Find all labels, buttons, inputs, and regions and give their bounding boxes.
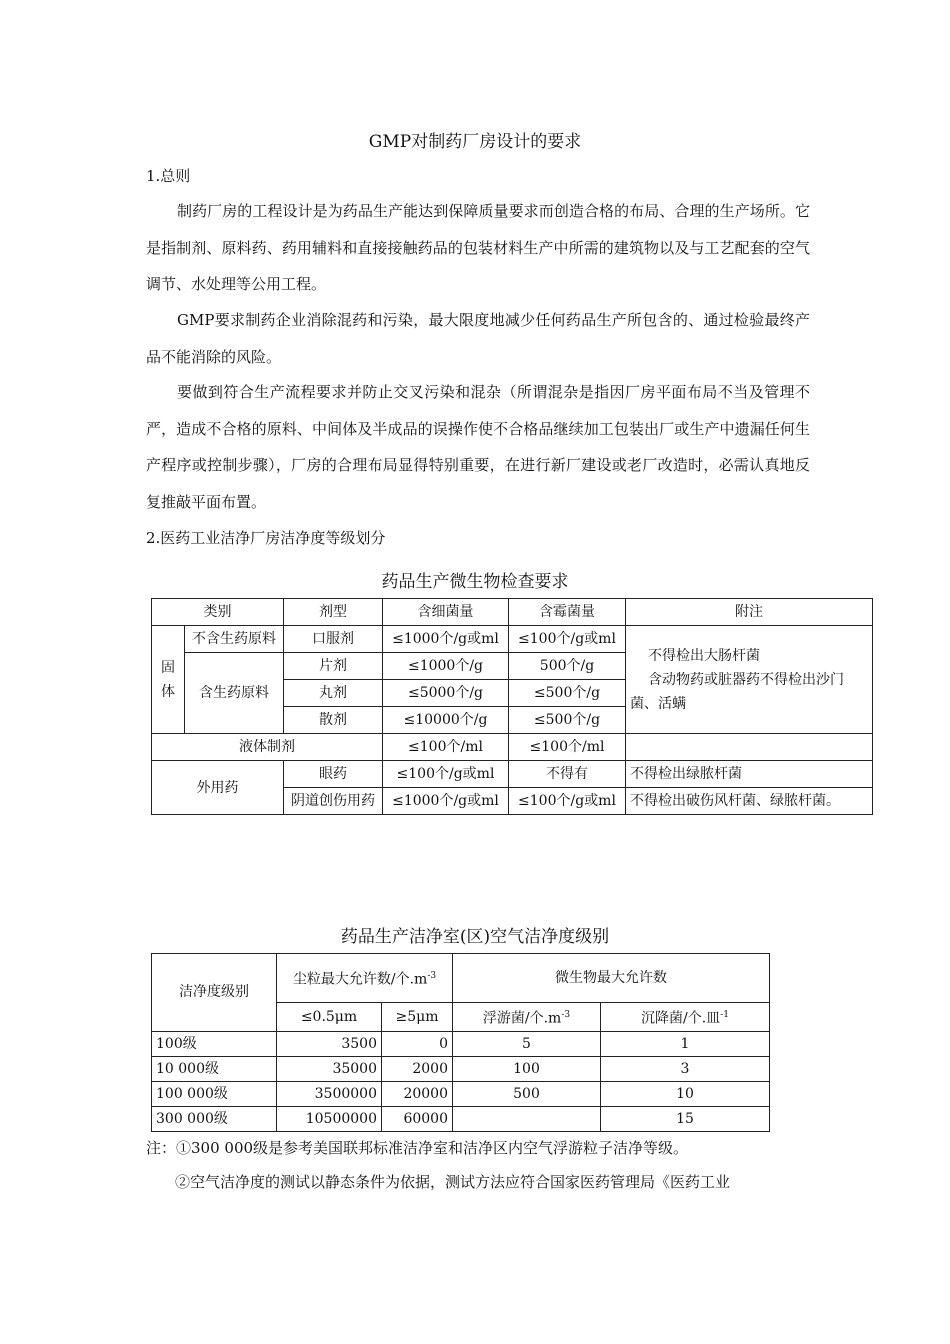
- header-superscript: -1: [720, 1010, 729, 1020]
- table-cell: ≤100个/ml: [509, 734, 626, 761]
- table-cell: 35000: [277, 1056, 382, 1081]
- table-cell: 10: [601, 1081, 770, 1106]
- section-heading-cleanliness: 2.医药工业洁净厂房洁净度等级划分: [146, 529, 386, 547]
- table-row: [152, 1081, 770, 1106]
- header-text: 尘粒最大允许数/个.m: [292, 971, 428, 988]
- table-cell: 20000: [382, 1081, 453, 1106]
- microbial-requirements-table: [151, 598, 873, 815]
- table-cell: 不得有: [509, 761, 626, 788]
- table-cell: ≤100个/g或ml: [509, 626, 626, 653]
- table-cell: [626, 734, 873, 761]
- table-header: 附注: [626, 599, 873, 626]
- table-header: [601, 1003, 770, 1032]
- note-line: 含动物药或脏器药不得检出沙门菌、活螨: [630, 671, 844, 712]
- table-cell: 3500: [277, 1031, 382, 1056]
- table-header: [453, 1003, 601, 1032]
- table-cell: 散剂: [284, 707, 383, 734]
- table-cell: 10 000级: [152, 1056, 277, 1081]
- table-cell: 固体: [152, 626, 185, 734]
- header-superscript: -3: [427, 971, 437, 982]
- table-cell: ≤1000个/g或ml: [383, 788, 509, 815]
- note-line: 不得检出大肠杆菌: [648, 647, 760, 664]
- table-cell: ≤500个/g: [509, 680, 626, 707]
- table-header: 类别: [152, 599, 284, 626]
- table-row: [152, 626, 873, 653]
- table-cell: [453, 1106, 601, 1131]
- table-cell: 500: [453, 1081, 601, 1106]
- table-cell: ≤100个/ml: [383, 734, 509, 761]
- table-row: [152, 1056, 770, 1081]
- header-text: 浮游菌/个.m: [482, 1010, 562, 1027]
- table-header: 含霉菌量: [509, 599, 626, 626]
- table-cell: 液体制剂: [152, 734, 383, 761]
- table-cell: 5: [453, 1031, 601, 1056]
- table-cell: 不得检出绿脓杆菌: [626, 761, 873, 788]
- paragraph-2: GMP要求制药企业消除混药和污染，最大限度地减少任何药品生产所包含的、通过检验最终产品不能消除的风险。: [146, 311, 810, 366]
- table-header: ≥5μm: [382, 1003, 453, 1032]
- air-cleanliness-table: [151, 953, 770, 1132]
- table-cell: ≤500个/g: [509, 707, 626, 734]
- header-superscript: -3: [561, 1010, 571, 1020]
- table-header: ≤0.5μm: [277, 1003, 382, 1032]
- table-cell: 3500000: [277, 1081, 382, 1106]
- table-cell: 不得检出破伤风杆菌、绿脓杆菌。: [626, 788, 873, 815]
- paragraph-1: 制药厂房的工程设计是为药品生产能达到保障质量要求而创造合格的布局、合理的生产场所。它是指制剂、原料药、药用辅料和直接接触药品的包装材料生产中所需的建筑物以及与工艺配套的空气调节、水处理等公用工程。: [146, 202, 810, 293]
- table-header: 剂型: [284, 599, 383, 626]
- table-cell: 片剂: [284, 653, 383, 680]
- table-cell: 1: [601, 1031, 770, 1056]
- table-cell: 眼药: [284, 761, 383, 788]
- paragraph-3: 要做到符合生产流程要求并防止交叉污染和混杂（所谓混杂是指因厂房平面布局不当及管理不严，造成不合格的原料、中间体及半成品的误操作使不合格品继续加工包装出厂或生产中遗漏任何生产程序或控制步骤），厂房的合理布局显得特别重要，在进行新厂建设或老厂改造时，必需认真地反复推敲平面布置。: [146, 383, 810, 511]
- footnote-1: 注：①300 000级是参考美国联邦标准洁净室和洁净区内空气浮游粒子洁净等级。: [146, 1139, 689, 1157]
- table-row: [152, 734, 873, 761]
- table-cell: 含生药原料: [185, 653, 284, 734]
- table-row: [152, 761, 873, 788]
- table-cell: 300 000级: [152, 1106, 277, 1131]
- section-heading-general: 1.总则: [146, 167, 191, 185]
- table-cell: 15: [601, 1106, 770, 1131]
- table-cell: 外用药: [152, 761, 284, 815]
- table-header: 含细菌量: [383, 599, 509, 626]
- table-cell: 不含生药原料: [185, 626, 284, 653]
- page-title: GMP对制药厂房设计的要求: [368, 132, 582, 152]
- table2-title: 药品生产洁净室(区)空气洁净度级别: [340, 927, 610, 947]
- table-cell: 100级: [152, 1031, 277, 1056]
- table-cell: ≤5000个/g: [383, 680, 509, 707]
- table-cell: 500个/g: [509, 653, 626, 680]
- table-cell: 2000: [382, 1056, 453, 1081]
- table-cell: 3: [601, 1056, 770, 1081]
- table-row: [152, 1031, 770, 1056]
- table-cell: 100 000级: [152, 1081, 277, 1106]
- table-row: [152, 1106, 770, 1131]
- table1-title: 药品生产微生物检查要求: [381, 572, 569, 592]
- table-cell: ≤1000个/g或ml: [383, 626, 509, 653]
- table-cell: 口服剂: [284, 626, 383, 653]
- table-header: 微生物最大允许数: [453, 954, 770, 1003]
- header-text: 沉降菌/个.皿: [641, 1010, 721, 1027]
- table-cell: ≤1000个/g: [383, 653, 509, 680]
- table-cell: 100: [453, 1056, 601, 1081]
- table-cell: 60000: [382, 1106, 453, 1131]
- table-cell: ≤10000个/g: [383, 707, 509, 734]
- table-cell-note: [626, 626, 873, 734]
- table-row: [152, 954, 770, 1003]
- footnote-2: ②空气洁净度的测试以静态条件为依据，测试方法应符合国家医药管理局《医药工业: [175, 1173, 731, 1191]
- table-cell: 10500000: [277, 1106, 382, 1131]
- table-header: [277, 954, 453, 1003]
- table-cell: 0: [382, 1031, 453, 1056]
- table-cell: ≤100个/g或ml: [509, 788, 626, 815]
- table-header: 洁净度级别: [152, 954, 277, 1032]
- table-cell: 丸剂: [284, 680, 383, 707]
- table-row: [152, 599, 873, 626]
- table-cell: 阴道创伤用药: [284, 788, 383, 815]
- table-cell: ≤100个/g或ml: [383, 761, 509, 788]
